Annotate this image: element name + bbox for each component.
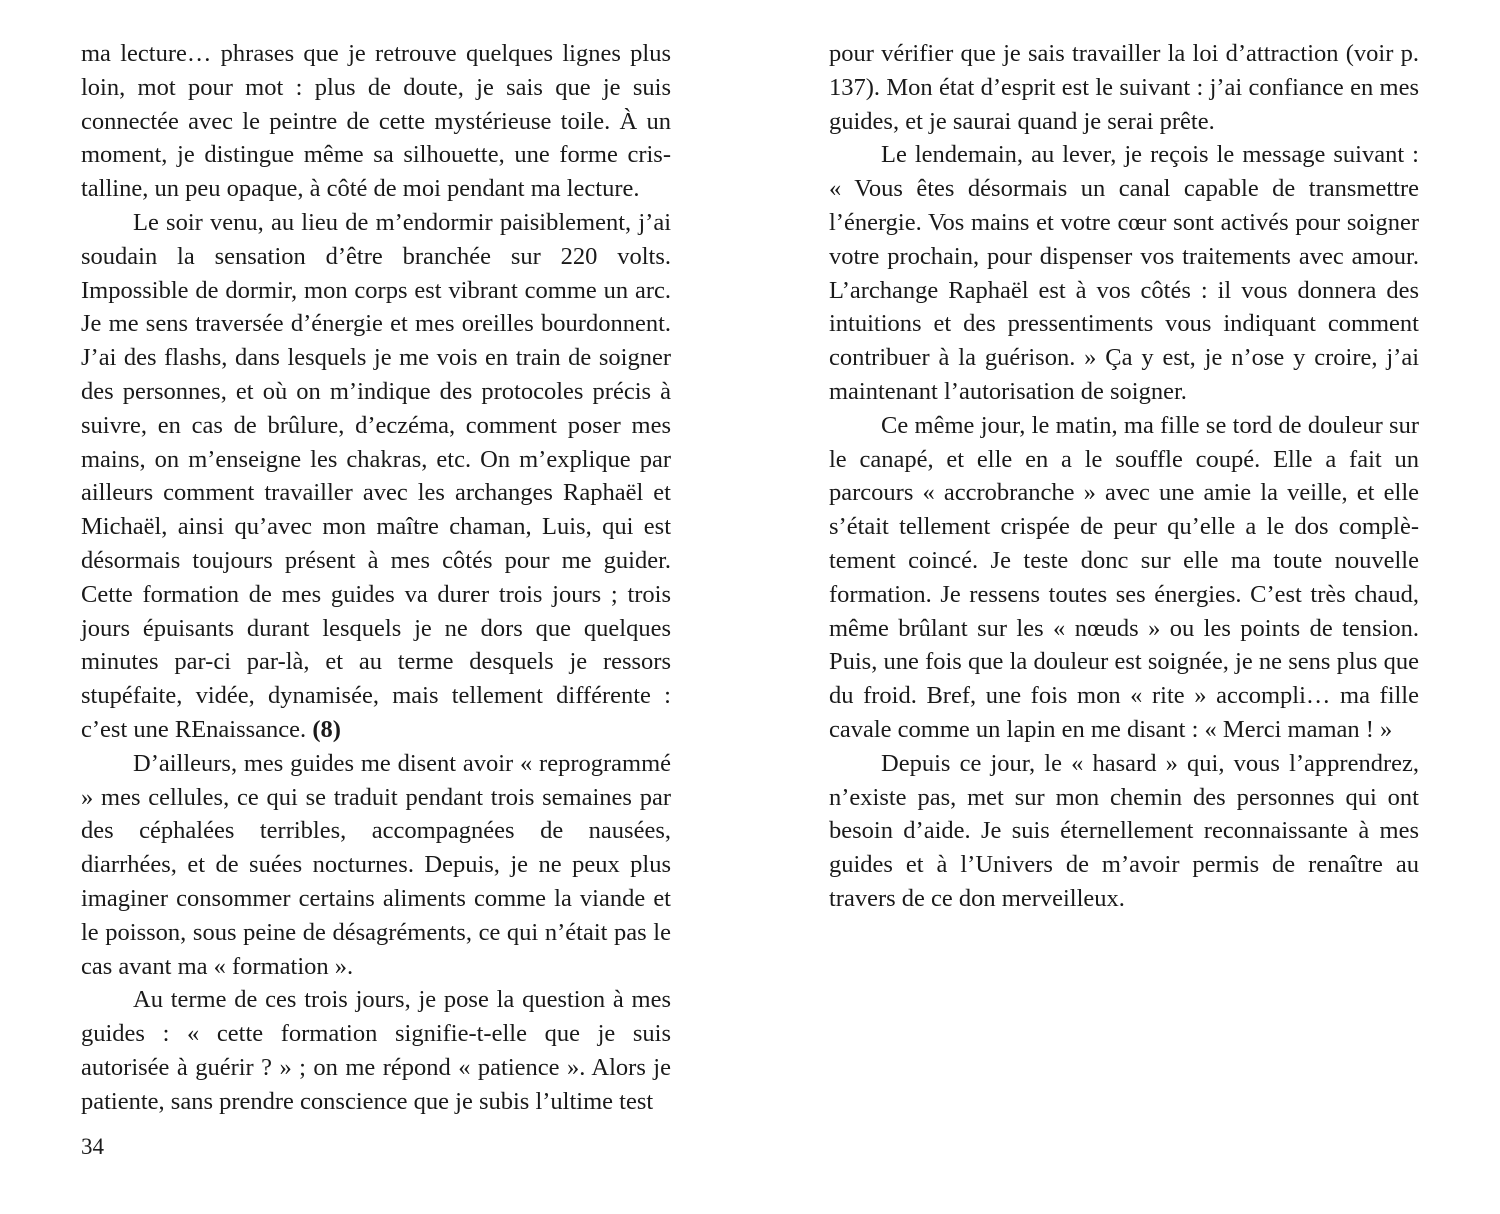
left-paragraph-3: D’ailleurs, mes guides me disent avoir « reprogrammé » mes cellules, ce qui se traduit pendant trois semaines par des céphalées terribles, accompagnées de nausées, diarrhées, et de suées nocturnes. Depuis, je ne peux plus imaginer consommer certains aliments comme la viande et le poisson, sous peine de désagréments, ce qui n’était pas le cas avant ma « formation ». (81, 749, 671, 980)
left-paragraph-2 (81, 206, 671, 747)
reference-marker: (8) (312, 715, 341, 743)
right-page (829, 37, 1419, 916)
page-number: 34 (81, 1134, 104, 1159)
right-paragraph-4: Depuis ce jour, le « hasard » qui, vous l’apprendrez, n’existe pas, met sur mon chemin des personnes qui ont besoin d’aide. Je suis éternellement reconnaissante à mes guides et à l’Univers de m’avoir permis de renaître au travers de ce don merveilleux. (829, 749, 1419, 912)
right-paragraph-2: Le lendemain, au lever, je reçois le message suivant : « Vous êtes désormais un canal capable de transmettre l’énergie. Vos mains et votre cœur sont activés pour soigner votre prochain, pour dispenser vos traitements avec amour. L’archange Raphaël est à vos côtés : il vous donnera des intuitions et des pressentiments vous indiquant comment contribuer à la guérison. » Ça y est, je n’ose y croire, j’ai maintenant l’autorisation de soigner. (829, 141, 1419, 405)
left-paragraph-2-text: Le soir venu, au lieu de m’endormir paisiblement, j’ai soudain la sensation d’être branchée sur 220 volts. Impossible de dormir, mon corps est vibrant comme un arc. Je me sens traversée d’énergie et mes oreilles bourdonnent. J’ai des flashs, dans lesquels je me vois en train de soigner des personnes, et où on m’indique des protocoles précis à suivre, en cas de brûlure, d’eczéma, comment poser mes mains, on m’enseigne les chakras, etc. On m’explique par ailleurs comment travailler avec les archanges Raphaël et Michaël, ainsi qu’avec mon maître chaman, Luis, qui est désormais toujours présent à mes côtés pour me guider. Cette formation de mes guides va durer trois jours ; trois jours épuisants durant lesquels je ne dors que quelques minutes par-ci par-là, et au terme desquels je ressors stupéfaite, vidée, dynamisée, mais tellement différente : c’est une REnaissance. (81, 208, 671, 743)
right-paragraph-3: Ce même jour, le matin, ma fille se tord de douleur sur le canapé, et elle en a le souffle coupé. Elle a fait un parcours « accrobranche » avec une amie la veille, et elle s’était tellement crispée de peur qu’elle a le dos complètement coincé. Je teste donc sur elle ma toute nouvelle formation. Je ressens toutes ses énergies. C’est très chaud, même brûlant sur les « nœuds » ou les points de tension. Puis, une fois que la douleur est soignée, je ne sens plus que du froid. Bref, une fois mon « rite » accompli… ma fille cavale comme un lapin en me disant : « Merci maman ! » (829, 411, 1419, 743)
left-paragraph-1: ma lecture… phrases que je retrouve quelques lignes plus loin, mot pour mot : plus de doute, je sais que je suis connectée avec le peintre de cette mystérieuse toile. À un moment, je distingue même sa silhouette, une forme cristalline, un peu opaque, à côté de moi pendant ma lecture. (81, 40, 671, 203)
left-page (81, 37, 671, 1119)
right-paragraph-1: pour vérifier que je sais travailler la loi d’attraction (voir p. 137). Mon état d’esprit est le suivant : j’ai confiance en mes guides, et je saurai quand je serai prête. (829, 40, 1419, 135)
left-paragraph-4: Au terme de ces trois jours, je pose la question à mes guides : « cette formation signifie-t-elle que je suis autorisée à guérir ? » ; on me répond « patience ». Alors je patiente, sans prendre conscience que je subis l’ultime test (81, 986, 671, 1115)
